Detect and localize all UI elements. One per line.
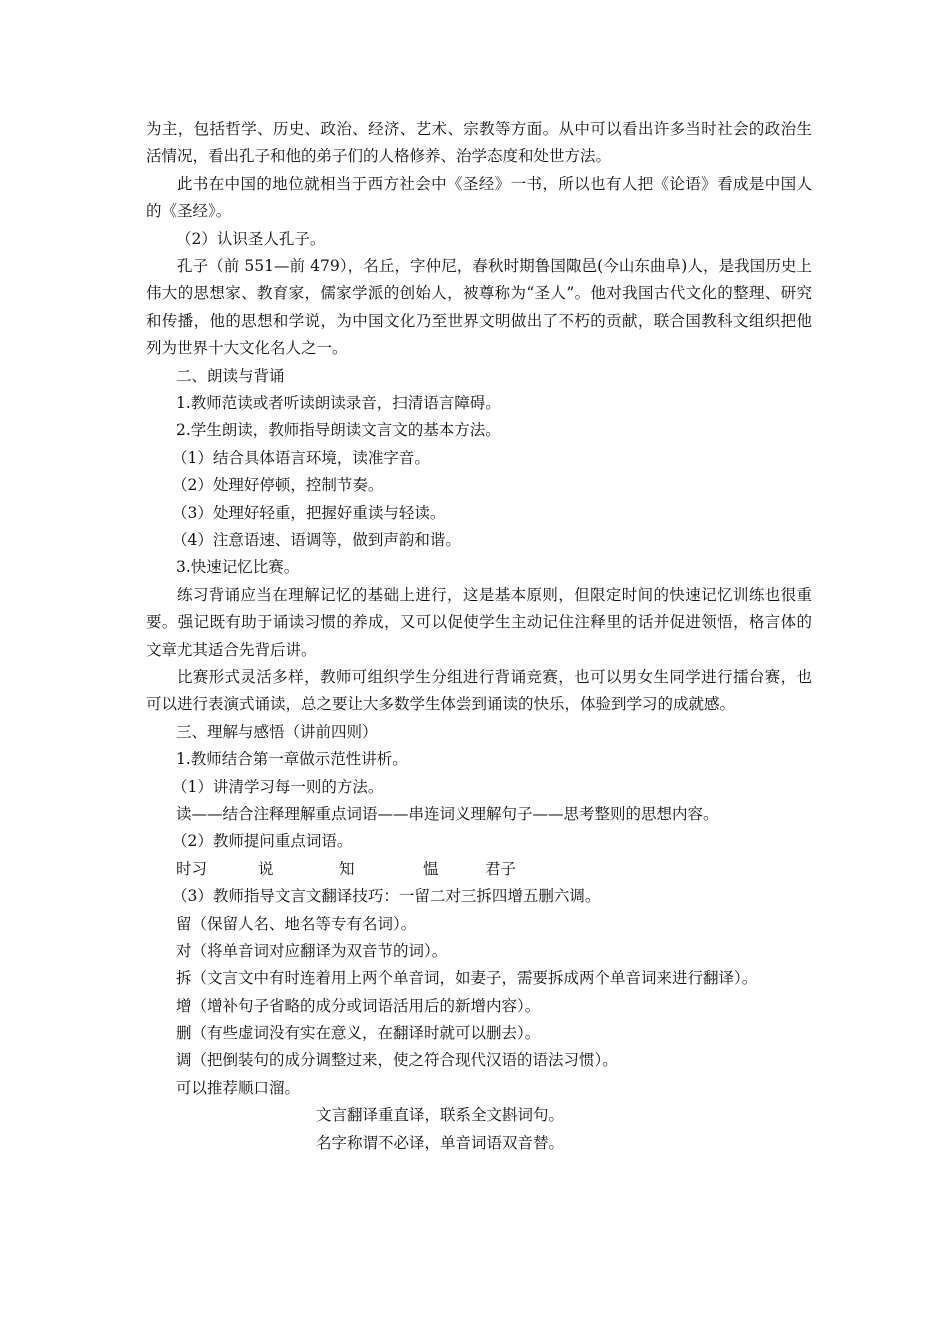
- translation-tip-add: 增（增补句子省略的成分或词语活用后的新增内容）。: [176, 996, 541, 1015]
- paragraph-analects-content: 为主，包括哲学、历史、政治、经济、艺术、宗教等方面。从中可以看出许多当时社会的政治生活情况，看出孔子和他的弟子们的人格修养、治学态度和处世方法。: [146, 120, 812, 166]
- translation-tip-split: 拆（文言文中有时连着用上两个单音词，如妻子，需要拆成两个单音词来进行翻译）。: [176, 969, 758, 988]
- rhyme-line-1: 文言翻译重直译，联系全文斟词句。: [316, 1106, 565, 1125]
- step-memory-contest: 3.快速记忆比赛。: [176, 558, 300, 577]
- key-word: 君子: [485, 859, 517, 878]
- section-heading-reading: 二、朗读与背诵: [176, 366, 285, 385]
- key-word: 愠: [423, 859, 439, 878]
- rhyme-intro: 可以推荐顺口溜。: [176, 1078, 301, 1097]
- step-student-reading: 2.学生朗读，教师指导朗读文言文的基本方法。: [176, 421, 501, 440]
- analysis-method-chain: 读——结合注释理解重点词语——串连词义理解句子——思考整则的思想内容。: [176, 804, 719, 823]
- analysis-point-2: （2）教师提问重点词语。: [172, 832, 353, 851]
- paragraph-confucius-bio: 孔子（前 551—前 479），名丘，字仲尼，春秋时期鲁国陬邑(今山东曲阜)人，是我国历史上伟大的思想家、教育家，儒家学派的创始人，被尊称为“圣人”。他对我国古代文化的整理、研究和传播，他的思想和学说，为中国文化乃至世界文明做出了不朽的贡献，联合国教科文组织把他列为世界十大文化名人之一。: [146, 257, 812, 358]
- analysis-point-3: （3）教师指导文言文翻译技巧：一留二对三拆四增五删六调。: [172, 887, 601, 906]
- section-heading-understanding: 三、理解与感悟（讲前四则）: [176, 722, 378, 741]
- document-body: [146, 116, 812, 1157]
- reading-method-1: （1）结合具体语言环境，读准字音。: [172, 448, 430, 467]
- paragraph-analects-status: 此书在中国的地位就相当于西方社会中《圣经》一书，所以也有人把《论语》看成是中国人的《圣经》。: [146, 174, 812, 221]
- analysis-point-1: （1）讲清学习每一则的方法。: [172, 777, 384, 796]
- subheading-know-confucius: （2）认识圣人孔子。: [176, 229, 326, 248]
- paragraph-contest-format: 比赛形式灵活多样，教师可组织学生分组进行背诵竞赛，也可以男女生同学进行擂台赛，也可以进行表演式诵读，总之要让大多数学生体尝到诵读的快乐，体验到学习的成就感。: [146, 667, 812, 714]
- step-teacher-reading: 1.教师范读或者听读朗读录音，扫清语言障碍。: [176, 394, 501, 413]
- paragraph-recitation-principle: 练习背诵应当在理解记忆的基础上进行，这是基本原则，但限定时间的快速记忆训练也很重要。强记既有助于诵读习惯的养成，又可以促使学生主动记住注释里的话并促进领悟，格言体的文章尤其适合先背后讲。: [146, 585, 812, 659]
- rhyme-line-2: 名字称谓不必译，单音词语双音替。: [316, 1133, 565, 1152]
- key-words-row: [146, 856, 812, 883]
- translation-tip-adjust: 调（把倒装句的成分调整过来，使之符合现代汉语的语法习惯）。: [176, 1051, 618, 1070]
- translation-tip-delete: 删（有些虚词没有实在意义，在翻译时就可以删去）。: [176, 1024, 541, 1043]
- translation-tip-match: 对（将单音词对应翻译为双音节的词）。: [176, 941, 448, 960]
- key-word: 时习: [176, 859, 208, 878]
- reading-method-2: （2）处理好停顿，控制节奏。: [172, 476, 384, 495]
- step-demo-analysis: 1.教师结合第一章做示范性讲析。: [176, 750, 408, 769]
- translation-tip-keep: 留（保留人名、地名等专有名词）。: [176, 914, 417, 933]
- reading-method-4: （4）注意语速、语调等，做到声韵和谐。: [172, 530, 461, 549]
- key-word: 说: [258, 859, 274, 878]
- key-word: 知: [339, 859, 355, 878]
- reading-method-3: （3）处理好轻重，把握好重读与轻读。: [172, 503, 446, 522]
